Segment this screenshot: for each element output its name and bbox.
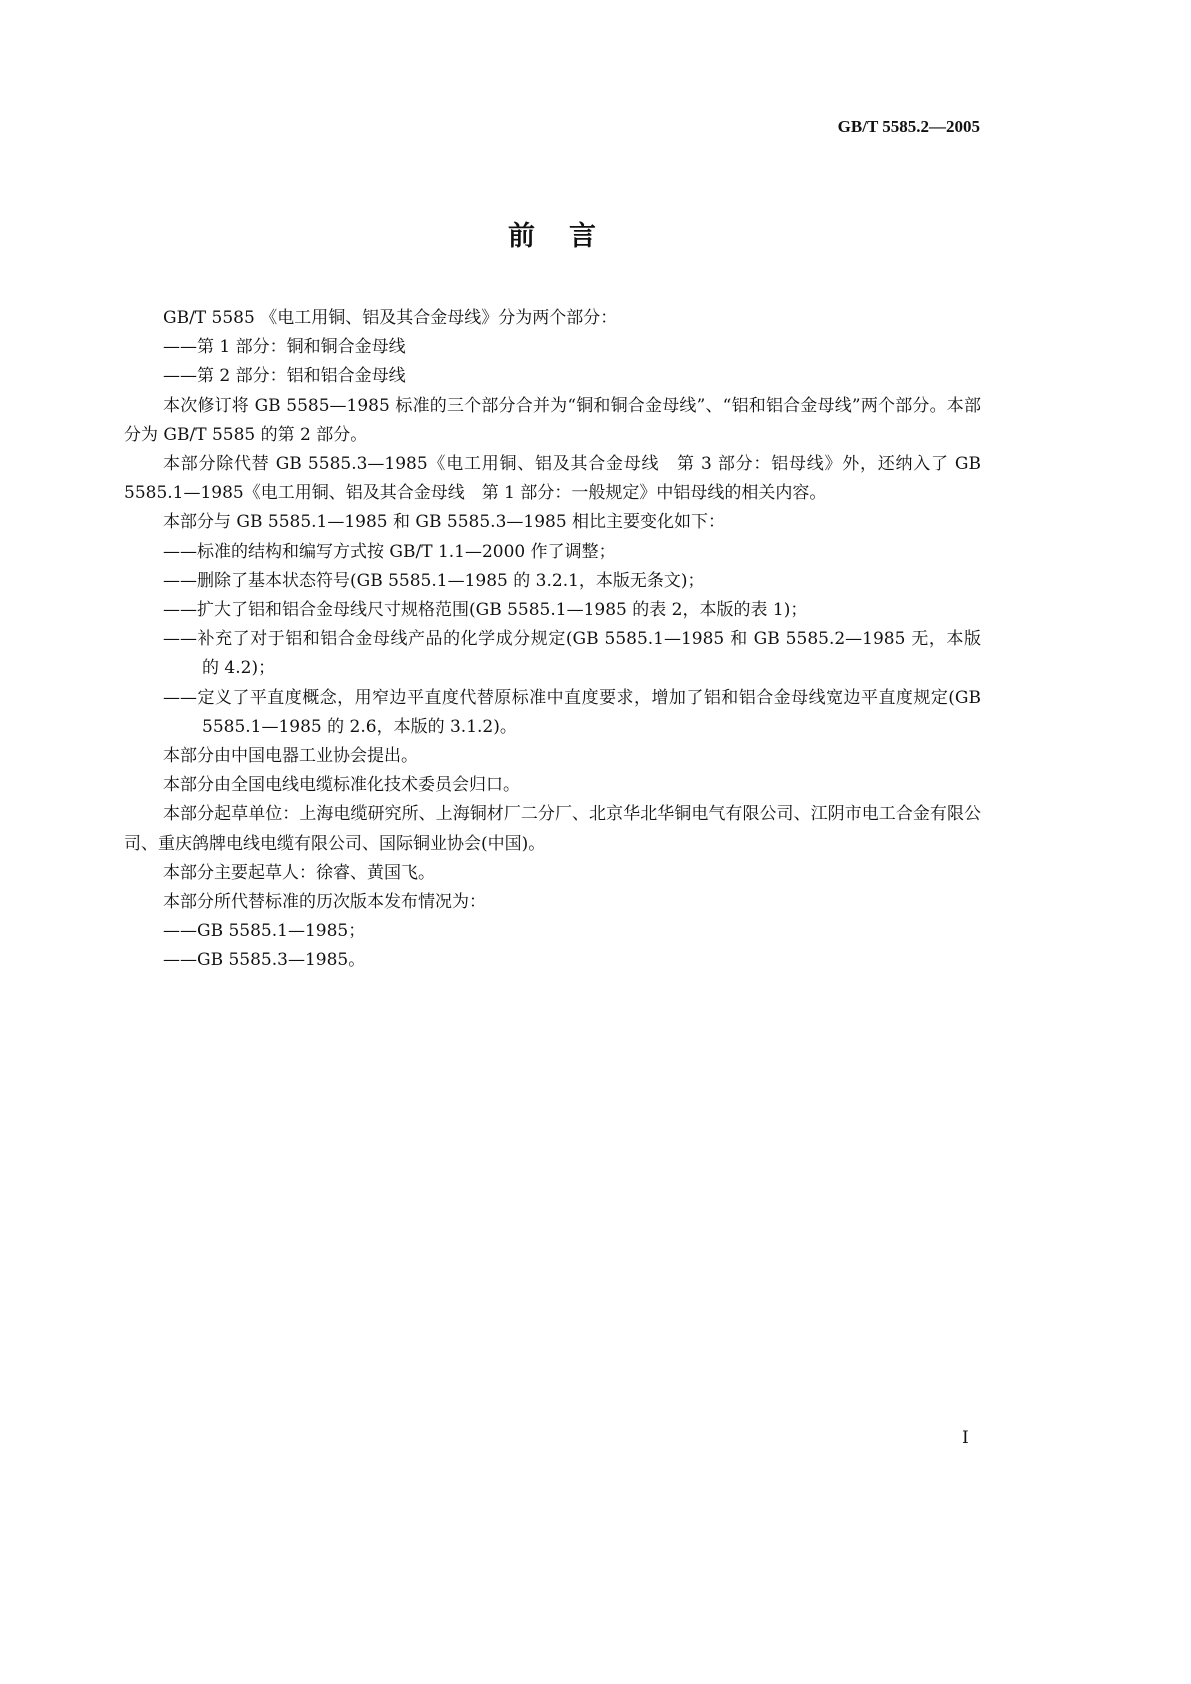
paragraph: 本部分起草单位：上海电缆研究所、上海铜材厂二分厂、北京华北华铜电气有限公司、江阴市电工合金有限公司、重庆鸽牌电线电缆有限公司、国际铜业协会(中国)。: [124, 804, 981, 854]
list-item: ——扩大了铝和铝合金母线尺寸规格范围(GB 5585.1—1985 的表 2，本版的表 1)；: [163, 600, 808, 621]
paragraph: 本部分由中国电器工业协会提出。: [163, 746, 418, 767]
paragraph: 本部分所代替标准的历次版本发布情况为：: [163, 892, 486, 913]
page-number: I: [962, 1428, 969, 1448]
standard-number-header: GB/T 5585.2—2005: [837, 117, 980, 136]
paragraph: 本部分主要起草人：徐睿、黄国飞。: [163, 862, 435, 883]
foreword-body: [124, 304, 981, 976]
paragraph: 本部分除代替 GB 5585.3—1985《电工用铜、铝及其合金母线 第 3 部分：铝母线》外，还纳入了 GB 5585.1—1985《电工用铜、铝及其合金母线 第 1 部分：一般规定》中铝母线的相关内容。: [124, 454, 981, 504]
list-item: ——补充了对于铝和铝合金母线产品的化学成分规定(GB 5585.1—1985 和 GB 5585.2—1985 无，本版的 4.2)；: [163, 629, 981, 679]
paragraph: 本部分由全国电线电缆标准化技术委员会归口。: [163, 775, 520, 796]
list-item: ——定义了平直度概念，用窄边平直度代替原标准中直度要求，增加了铝和铝合金母线宽边平直度规定(GB 5585.1—1985 的 2.6，本版的 3.1.2)。: [163, 687, 981, 737]
paragraph: 本次修订将 GB 5585—1985 标准的三个部分合并为“铜和铜合金母线”、“铝和铝合金母线”两个部分。本部分为 GB/T 5585 的第 2 部分。: [124, 395, 981, 445]
paragraph: 本部分与 GB 5585.1—1985 和 GB 5585.3—1985 相比主要变化如下：: [163, 512, 726, 533]
paragraph: ——GB 5585.1—1985；: [163, 921, 366, 942]
page-title: 前言: [508, 221, 630, 252]
paragraph: GB/T 5585 《电工用铜、铝及其合金母线》分为两个部分：: [163, 308, 618, 328]
list-item: ——删除了基本状态符号(GB 5585.1—1985 的 3.2.1，本版无条文)；: [163, 570, 705, 591]
paragraph: ——第 2 部分：铝和铝合金母线: [163, 366, 406, 387]
paragraph: ——第 1 部分：铜和铜合金母线: [163, 337, 406, 358]
paragraph: ——GB 5585.3—1985。: [163, 950, 366, 971]
list-item: ——标准的结构和编写方式按 GB/T 1.1—2000 作了调整；: [163, 541, 616, 562]
